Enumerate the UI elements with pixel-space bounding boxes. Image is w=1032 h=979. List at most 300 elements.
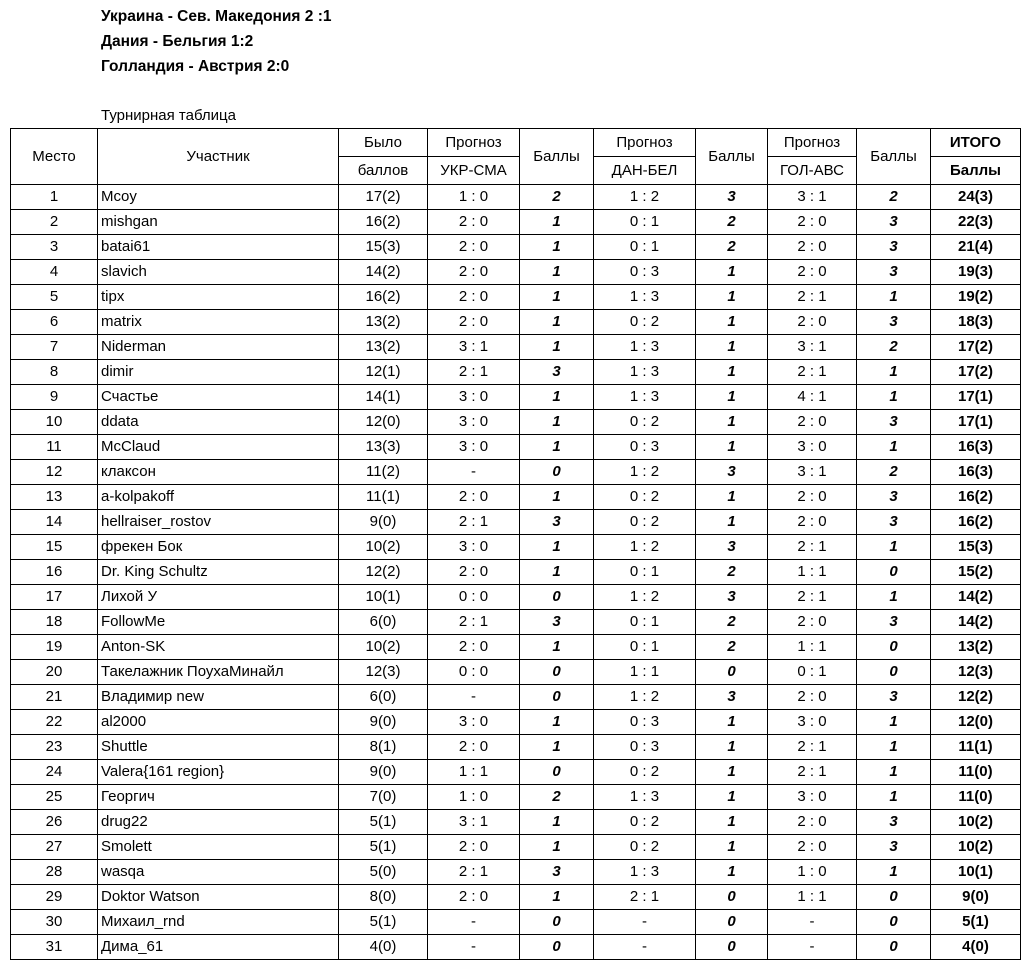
forecast-1-cell: - [428, 460, 520, 485]
header-total-bottom: Баллы [931, 157, 1021, 185]
points-2-cell: 2 [696, 610, 768, 635]
place-cell: 17 [11, 585, 98, 610]
total-cell: 11(0) [931, 760, 1021, 785]
before-points-cell: 4(0) [339, 935, 428, 960]
total-cell: 10(2) [931, 810, 1021, 835]
table-row [11, 710, 1021, 735]
forecast-2-cell: 0 : 3 [594, 710, 696, 735]
total-cell: 11(0) [931, 785, 1021, 810]
participant-cell: a-kolpakoff [98, 485, 339, 510]
forecast-3-cell: 2 : 1 [768, 285, 857, 310]
place-cell: 21 [11, 685, 98, 710]
header-points-2: Баллы [696, 129, 768, 185]
match-result-1: Украина - Сев. Македония 2 :1 [101, 8, 332, 25]
points-3-cell: 3 [857, 210, 931, 235]
forecast-3-cell: 3 : 0 [768, 710, 857, 735]
points-3-cell: 0 [857, 660, 931, 685]
participant-cell: Дима_61 [98, 935, 339, 960]
participant-cell: Anton-SK [98, 635, 339, 660]
points-3-cell: 0 [857, 635, 931, 660]
points-1-cell: 1 [520, 410, 594, 435]
table-header [11, 129, 1021, 185]
forecast-1-cell: 0 : 0 [428, 585, 520, 610]
forecast-1-cell: - [428, 910, 520, 935]
forecast-2-cell: 1 : 3 [594, 285, 696, 310]
place-cell: 28 [11, 860, 98, 885]
before-points-cell: 8(1) [339, 735, 428, 760]
place-cell: 24 [11, 760, 98, 785]
place-cell: 12 [11, 460, 98, 485]
total-cell: 10(1) [931, 860, 1021, 885]
total-cell: 14(2) [931, 610, 1021, 635]
forecast-2-cell: 1 : 2 [594, 685, 696, 710]
forecast-2-cell: 0 : 2 [594, 410, 696, 435]
points-1-cell: 1 [520, 210, 594, 235]
points-2-cell: 3 [696, 585, 768, 610]
forecast-3-cell: 2 : 1 [768, 360, 857, 385]
before-points-cell: 17(2) [339, 185, 428, 210]
table-row [11, 660, 1021, 685]
points-2-cell: 3 [696, 185, 768, 210]
points-1-cell: 1 [520, 385, 594, 410]
match-result-3: Голландия - Австрия 2:0 [101, 58, 290, 75]
total-cell: 17(2) [931, 360, 1021, 385]
forecast-2-cell: 0 : 1 [594, 560, 696, 585]
forecast-1-cell: 2 : 0 [428, 560, 520, 585]
points-3-cell: 0 [857, 935, 931, 960]
forecast-1-cell: 3 : 1 [428, 810, 520, 835]
place-cell: 22 [11, 710, 98, 735]
points-1-cell: 0 [520, 910, 594, 935]
participant-cell: клаксон [98, 460, 339, 485]
forecast-2-cell: 2 : 1 [594, 885, 696, 910]
forecast-1-cell: 3 : 0 [428, 385, 520, 410]
place-cell: 9 [11, 385, 98, 410]
forecast-3-cell: 2 : 0 [768, 310, 857, 335]
forecast-1-cell: 3 : 1 [428, 335, 520, 360]
points-3-cell: 2 [857, 335, 931, 360]
forecast-1-cell: 3 : 0 [428, 710, 520, 735]
points-1-cell: 2 [520, 185, 594, 210]
forecast-3-cell: 2 : 0 [768, 510, 857, 535]
points-2-cell: 1 [696, 760, 768, 785]
total-cell: 15(2) [931, 560, 1021, 585]
points-1-cell: 3 [520, 360, 594, 385]
table-row [11, 360, 1021, 385]
forecast-2-cell: 0 : 1 [594, 635, 696, 660]
forecast-2-cell: 0 : 2 [594, 835, 696, 860]
points-3-cell: 2 [857, 460, 931, 485]
forecast-1-cell: 1 : 0 [428, 185, 520, 210]
participant-cell: hellraiser_rostov [98, 510, 339, 535]
total-cell: 18(3) [931, 310, 1021, 335]
table-row [11, 535, 1021, 560]
forecast-2-cell: 0 : 3 [594, 260, 696, 285]
place-cell: 10 [11, 410, 98, 435]
table-row [11, 885, 1021, 910]
participant-cell: Shuttle [98, 735, 339, 760]
total-cell: 9(0) [931, 885, 1021, 910]
points-3-cell: 3 [857, 260, 931, 285]
table-row [11, 210, 1021, 235]
place-cell: 16 [11, 560, 98, 585]
forecast-1-cell: 2 : 0 [428, 235, 520, 260]
header-before-bottom: баллов [339, 157, 428, 185]
forecast-1-cell: 1 : 0 [428, 785, 520, 810]
points-1-cell: 1 [520, 435, 594, 460]
place-cell: 7 [11, 335, 98, 360]
points-1-cell: 0 [520, 685, 594, 710]
points-3-cell: 0 [857, 910, 931, 935]
forecast-3-cell: 1 : 1 [768, 885, 857, 910]
points-3-cell: 3 [857, 410, 931, 435]
points-1-cell: 0 [520, 760, 594, 785]
place-cell: 30 [11, 910, 98, 935]
place-cell: 23 [11, 735, 98, 760]
forecast-3-cell: 3 : 0 [768, 435, 857, 460]
points-1-cell: 1 [520, 810, 594, 835]
forecast-3-cell: 2 : 0 [768, 685, 857, 710]
header-forecast-3: Прогноз [768, 129, 857, 157]
forecast-2-cell: 1 : 3 [594, 785, 696, 810]
table-row [11, 410, 1021, 435]
forecast-2-cell: - [594, 935, 696, 960]
points-3-cell: 1 [857, 860, 931, 885]
points-3-cell: 1 [857, 710, 931, 735]
participant-cell: mishgan [98, 210, 339, 235]
place-cell: 2 [11, 210, 98, 235]
forecast-1-cell: 2 : 0 [428, 285, 520, 310]
before-points-cell: 9(0) [339, 710, 428, 735]
total-cell: 21(4) [931, 235, 1021, 260]
table-row [11, 260, 1021, 285]
before-points-cell: 14(2) [339, 260, 428, 285]
points-1-cell: 0 [520, 660, 594, 685]
header-points-1: Баллы [520, 129, 594, 185]
forecast-2-cell: 0 : 2 [594, 510, 696, 535]
points-2-cell: 2 [696, 210, 768, 235]
forecast-1-cell: 3 : 0 [428, 410, 520, 435]
points-3-cell: 3 [857, 310, 931, 335]
forecast-2-cell: 1 : 3 [594, 860, 696, 885]
points-3-cell: 3 [857, 810, 931, 835]
forecast-2-cell: 0 : 1 [594, 210, 696, 235]
table-row [11, 910, 1021, 935]
table-row [11, 510, 1021, 535]
forecast-1-cell: 2 : 0 [428, 735, 520, 760]
total-cell: 10(2) [931, 835, 1021, 860]
points-2-cell: 0 [696, 935, 768, 960]
forecast-2-cell: 1 : 2 [594, 460, 696, 485]
points-3-cell: 3 [857, 485, 931, 510]
table-row [11, 435, 1021, 460]
forecast-1-cell: 2 : 0 [428, 485, 520, 510]
forecast-1-cell: 2 : 1 [428, 510, 520, 535]
forecast-3-cell: - [768, 935, 857, 960]
participant-cell: McClaud [98, 435, 339, 460]
forecast-1-cell: 2 : 1 [428, 610, 520, 635]
total-cell: 17(1) [931, 385, 1021, 410]
forecast-2-cell: 0 : 3 [594, 435, 696, 460]
forecast-1-cell: - [428, 685, 520, 710]
points-2-cell: 1 [696, 385, 768, 410]
total-cell: 16(2) [931, 510, 1021, 535]
points-2-cell: 0 [696, 910, 768, 935]
total-cell: 4(0) [931, 935, 1021, 960]
before-points-cell: 5(0) [339, 860, 428, 885]
place-cell: 29 [11, 885, 98, 910]
points-1-cell: 0 [520, 585, 594, 610]
points-1-cell: 1 [520, 285, 594, 310]
forecast-3-cell: 4 : 1 [768, 385, 857, 410]
before-points-cell: 13(3) [339, 435, 428, 460]
forecast-1-cell: 2 : 0 [428, 310, 520, 335]
forecast-3-cell: - [768, 910, 857, 935]
points-3-cell: 1 [857, 285, 931, 310]
table-row [11, 835, 1021, 860]
participant-cell: drug22 [98, 810, 339, 835]
forecast-3-cell: 2 : 0 [768, 810, 857, 835]
place-cell: 5 [11, 285, 98, 310]
points-3-cell: 1 [857, 785, 931, 810]
before-points-cell: 7(0) [339, 785, 428, 810]
points-1-cell: 1 [520, 885, 594, 910]
table-row [11, 185, 1021, 210]
participant-cell: Doktor Watson [98, 885, 339, 910]
forecast-2-cell: 0 : 1 [594, 235, 696, 260]
points-3-cell: 0 [857, 885, 931, 910]
place-cell: 13 [11, 485, 98, 510]
header-points-3: Баллы [857, 129, 931, 185]
table-row [11, 685, 1021, 710]
header-before-top: Было [339, 129, 428, 157]
points-2-cell: 3 [696, 535, 768, 560]
points-1-cell: 1 [520, 485, 594, 510]
place-cell: 1 [11, 185, 98, 210]
table-row [11, 310, 1021, 335]
total-cell: 19(3) [931, 260, 1021, 285]
table-row [11, 735, 1021, 760]
points-1-cell: 3 [520, 860, 594, 885]
forecast-3-cell: 2 : 1 [768, 585, 857, 610]
forecast-1-cell: 2 : 0 [428, 885, 520, 910]
place-cell: 31 [11, 935, 98, 960]
total-cell: 17(2) [931, 335, 1021, 360]
header-forecast-2: Прогноз [594, 129, 696, 157]
points-1-cell: 1 [520, 835, 594, 860]
forecast-3-cell: 2 : 0 [768, 610, 857, 635]
forecast-1-cell: 3 : 0 [428, 435, 520, 460]
participant-cell: Niderman [98, 335, 339, 360]
forecast-3-cell: 2 : 0 [768, 235, 857, 260]
points-2-cell: 1 [696, 485, 768, 510]
points-3-cell: 2 [857, 185, 931, 210]
participant-cell: wasqa [98, 860, 339, 885]
total-cell: 13(2) [931, 635, 1021, 660]
place-cell: 18 [11, 610, 98, 635]
before-points-cell: 13(2) [339, 335, 428, 360]
participant-cell: tipx [98, 285, 339, 310]
points-2-cell: 1 [696, 335, 768, 360]
forecast-1-cell: 1 : 1 [428, 760, 520, 785]
table-row [11, 485, 1021, 510]
place-cell: 25 [11, 785, 98, 810]
forecast-1-cell: 0 : 0 [428, 660, 520, 685]
total-cell: 16(3) [931, 435, 1021, 460]
points-3-cell: 1 [857, 760, 931, 785]
before-points-cell: 5(1) [339, 910, 428, 935]
header-place: Место [11, 129, 98, 185]
forecast-3-cell: 2 : 1 [768, 735, 857, 760]
standings-table [10, 128, 1021, 960]
before-points-cell: 14(1) [339, 385, 428, 410]
total-cell: 12(2) [931, 685, 1021, 710]
points-2-cell: 1 [696, 260, 768, 285]
points-2-cell: 1 [696, 285, 768, 310]
total-cell: 14(2) [931, 585, 1021, 610]
forecast-1-cell: 2 : 0 [428, 260, 520, 285]
table-row [11, 785, 1021, 810]
header-match-3: ГОЛ-АВС [768, 157, 857, 185]
before-points-cell: 13(2) [339, 310, 428, 335]
forecast-2-cell: 1 : 3 [594, 385, 696, 410]
points-3-cell: 1 [857, 585, 931, 610]
forecast-2-cell: 1 : 3 [594, 360, 696, 385]
participant-cell: Dr. King Schultz [98, 560, 339, 585]
points-1-cell: 0 [520, 460, 594, 485]
table-row [11, 760, 1021, 785]
table-row [11, 860, 1021, 885]
forecast-1-cell: 3 : 0 [428, 535, 520, 560]
forecast-1-cell: - [428, 935, 520, 960]
forecast-1-cell: 2 : 1 [428, 360, 520, 385]
forecast-3-cell: 2 : 0 [768, 410, 857, 435]
place-cell: 27 [11, 835, 98, 860]
participant-cell: Valera{161 region} [98, 760, 339, 785]
forecast-3-cell: 3 : 1 [768, 335, 857, 360]
forecast-3-cell: 3 : 1 [768, 185, 857, 210]
place-cell: 6 [11, 310, 98, 335]
points-2-cell: 1 [696, 435, 768, 460]
points-1-cell: 1 [520, 235, 594, 260]
points-2-cell: 0 [696, 885, 768, 910]
points-1-cell: 1 [520, 310, 594, 335]
points-3-cell: 3 [857, 235, 931, 260]
points-2-cell: 1 [696, 735, 768, 760]
points-1-cell: 1 [520, 335, 594, 360]
forecast-1-cell: 2 : 0 [428, 210, 520, 235]
total-cell: 15(3) [931, 535, 1021, 560]
before-points-cell: 11(2) [339, 460, 428, 485]
points-1-cell: 1 [520, 635, 594, 660]
participant-cell: ddata [98, 410, 339, 435]
points-1-cell: 3 [520, 510, 594, 535]
participant-cell: Владимир new [98, 685, 339, 710]
place-cell: 4 [11, 260, 98, 285]
points-2-cell: 2 [696, 235, 768, 260]
before-points-cell: 9(0) [339, 760, 428, 785]
header-participant: Участник [98, 129, 339, 185]
points-2-cell: 2 [696, 560, 768, 585]
place-cell: 14 [11, 510, 98, 535]
header-row-top [11, 129, 1021, 157]
points-2-cell: 0 [696, 660, 768, 685]
participant-cell: Smolett [98, 835, 339, 860]
forecast-3-cell: 2 : 1 [768, 760, 857, 785]
points-2-cell: 1 [696, 360, 768, 385]
points-1-cell: 1 [520, 560, 594, 585]
points-3-cell: 0 [857, 560, 931, 585]
header-match-2: ДАН-БЕЛ [594, 157, 696, 185]
table-title: Турнирная таблица [101, 107, 236, 124]
forecast-1-cell: 2 : 0 [428, 635, 520, 660]
header-total-top: ИТОГО [931, 129, 1021, 157]
points-2-cell: 3 [696, 685, 768, 710]
total-cell: 24(3) [931, 185, 1021, 210]
points-1-cell: 1 [520, 260, 594, 285]
points-2-cell: 1 [696, 710, 768, 735]
place-cell: 3 [11, 235, 98, 260]
forecast-2-cell: 0 : 2 [594, 310, 696, 335]
before-points-cell: 6(0) [339, 685, 428, 710]
before-points-cell: 10(2) [339, 535, 428, 560]
points-3-cell: 3 [857, 685, 931, 710]
header-match-1: УКР-СМА [428, 157, 520, 185]
forecast-2-cell: - [594, 910, 696, 935]
before-points-cell: 11(1) [339, 485, 428, 510]
forecast-2-cell: 1 : 3 [594, 335, 696, 360]
table-row [11, 460, 1021, 485]
total-cell: 22(3) [931, 210, 1021, 235]
points-1-cell: 3 [520, 610, 594, 635]
before-points-cell: 5(1) [339, 835, 428, 860]
participant-cell: dimir [98, 360, 339, 385]
match-results [101, 4, 332, 79]
forecast-2-cell: 1 : 2 [594, 185, 696, 210]
before-points-cell: 6(0) [339, 610, 428, 635]
points-2-cell: 1 [696, 510, 768, 535]
before-points-cell: 15(3) [339, 235, 428, 260]
forecast-3-cell: 3 : 1 [768, 460, 857, 485]
before-points-cell: 12(3) [339, 660, 428, 685]
participant-cell: Такелажник ПоухаМинайл [98, 660, 339, 685]
points-3-cell: 3 [857, 835, 931, 860]
total-cell: 12(0) [931, 710, 1021, 735]
total-cell: 16(2) [931, 485, 1021, 510]
forecast-2-cell: 0 : 2 [594, 760, 696, 785]
forecast-2-cell: 0 : 2 [594, 810, 696, 835]
before-points-cell: 16(2) [339, 210, 428, 235]
points-1-cell: 0 [520, 935, 594, 960]
table-body [11, 185, 1021, 960]
match-result-2: Дания - Бельгия 1:2 [101, 33, 254, 50]
points-2-cell: 1 [696, 410, 768, 435]
place-cell: 26 [11, 810, 98, 835]
forecast-1-cell: 2 : 1 [428, 860, 520, 885]
place-cell: 8 [11, 360, 98, 385]
participant-cell: Mcoy [98, 185, 339, 210]
table-row [11, 810, 1021, 835]
header-forecast-1: Прогноз [428, 129, 520, 157]
participant-cell: batai61 [98, 235, 339, 260]
forecast-3-cell: 1 : 1 [768, 635, 857, 660]
points-3-cell: 1 [857, 535, 931, 560]
points-3-cell: 1 [857, 435, 931, 460]
forecast-1-cell: 2 : 0 [428, 835, 520, 860]
total-cell: 16(3) [931, 460, 1021, 485]
points-2-cell: 1 [696, 860, 768, 885]
points-3-cell: 3 [857, 610, 931, 635]
